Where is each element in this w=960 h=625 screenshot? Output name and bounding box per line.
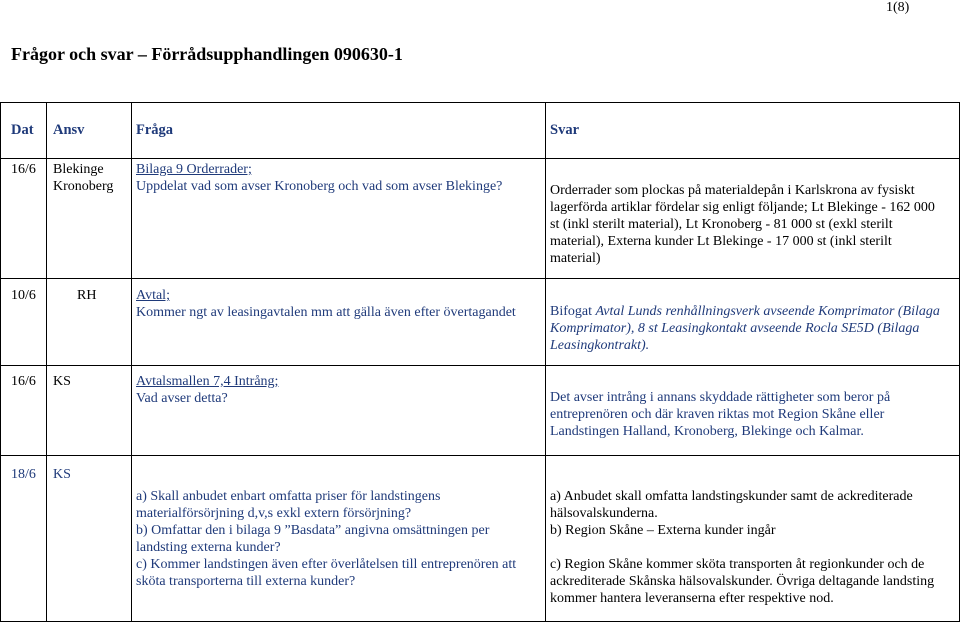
header-dat: Dat — [1, 103, 47, 159]
row-answer — [546, 279, 960, 366]
page-number: 1(8) — [886, 0, 910, 15]
qa-table — [0, 102, 960, 622]
header-ansv: Ansv — [47, 103, 132, 159]
row-date: 18/6 — [1, 456, 47, 622]
question-title: Avtalsmallen 7,4 Intrång; — [136, 374, 279, 389]
row-ansv — [47, 159, 132, 279]
page-title: Frågor och svar – Förrådsupphandlingen 090630-1 — [11, 44, 403, 64]
question-body: Vad avser detta? — [136, 391, 228, 406]
answer-text: Orderrader som plockas på materialdepån i Karlskrona av fysiskt lagerförda artiklar fördelar sig enligt följande; Lt Blekinge - 162 000 st (inkl sterilt material), Lt Kronoberg - 81 000 st (exkl sterilt material), Externa kunder Lt Blekinge - 17 000 st (inkl sterilt material) — [550, 183, 935, 266]
question-part-b: b) Omfattar den i bilaga 9 ”Basdata” angivna omsättningen per landsting externa kunder? — [136, 523, 490, 555]
row-date: 16/6 — [1, 159, 47, 279]
table-row — [1, 456, 960, 622]
row-ansv: KS — [47, 456, 132, 622]
answer-part-c: c) Region Skåne kommer sköta transporten åt regionkunder och de ackrediterade Skånska hälsovalskunder. Övriga deltagande landsting kommer hantera leveranserna efter respektive nod. — [550, 557, 935, 606]
question-title: Avtal; — [136, 288, 170, 303]
question-body: Kommer ngt av leasingavtalen mm att gälla även efter övertagandet — [136, 305, 516, 320]
ansv-line: Kronoberg — [53, 179, 114, 194]
table-row — [1, 159, 960, 279]
ansv-line: Blekinge — [53, 162, 104, 177]
row-ansv: KS — [47, 366, 132, 456]
answer-attachment: Avtal Lunds renhållningsverk avseende Komprimator (Bilaga Komprimator), 8 st Leasingkontakt avseende Rocla SE5D (Bilaga Leasingkontrakt). — [550, 304, 940, 353]
question-part-c: c) Kommer landstingen även efter överlåtelsen till entreprenören att sköta transporterna till externa kunder? — [136, 557, 517, 589]
row-date: 16/6 — [1, 366, 47, 456]
row-question — [132, 366, 546, 456]
header-fraga: Fråga — [132, 103, 546, 159]
header-svar: Svar — [546, 103, 960, 159]
row-ansv: RH — [47, 279, 132, 366]
table-row — [1, 279, 960, 366]
answer-text: Det avser intrång i annans skyddade rättigheter som beror på entreprenören och där kraven riktas mot Region Skåne eller Landstingen Halland, Kronoberg, Blekinge och Kalmar. — [550, 390, 891, 439]
row-date: 10/6 — [1, 279, 47, 366]
answer-prefix: Bifogat — [550, 304, 596, 319]
table-row — [1, 366, 960, 456]
answer-part-a: a) Anbudet skall omfatta landstingskunder samt de ackrediterade hälsovalskunderna. — [550, 489, 913, 521]
row-answer — [546, 366, 960, 456]
answer-text — [550, 303, 947, 354]
row-question — [132, 456, 546, 622]
row-answer — [546, 456, 960, 622]
answer-part-b: b) Region Skåne – Externa kunder ingår — [550, 523, 776, 538]
table-header-row — [1, 103, 960, 159]
question-title: Bilaga 9 Orderrader; — [136, 162, 252, 177]
question-body: Uppdelat vad som avser Kronoberg och vad som avser Blekinge? — [136, 179, 503, 194]
row-answer — [546, 159, 960, 279]
question-part-a: a) Skall anbudet enbart omfatta priser för landstingens materialförsörjning d,v,s exkl extern försörjning? — [136, 489, 441, 521]
row-question — [132, 279, 546, 366]
row-question — [132, 159, 546, 279]
